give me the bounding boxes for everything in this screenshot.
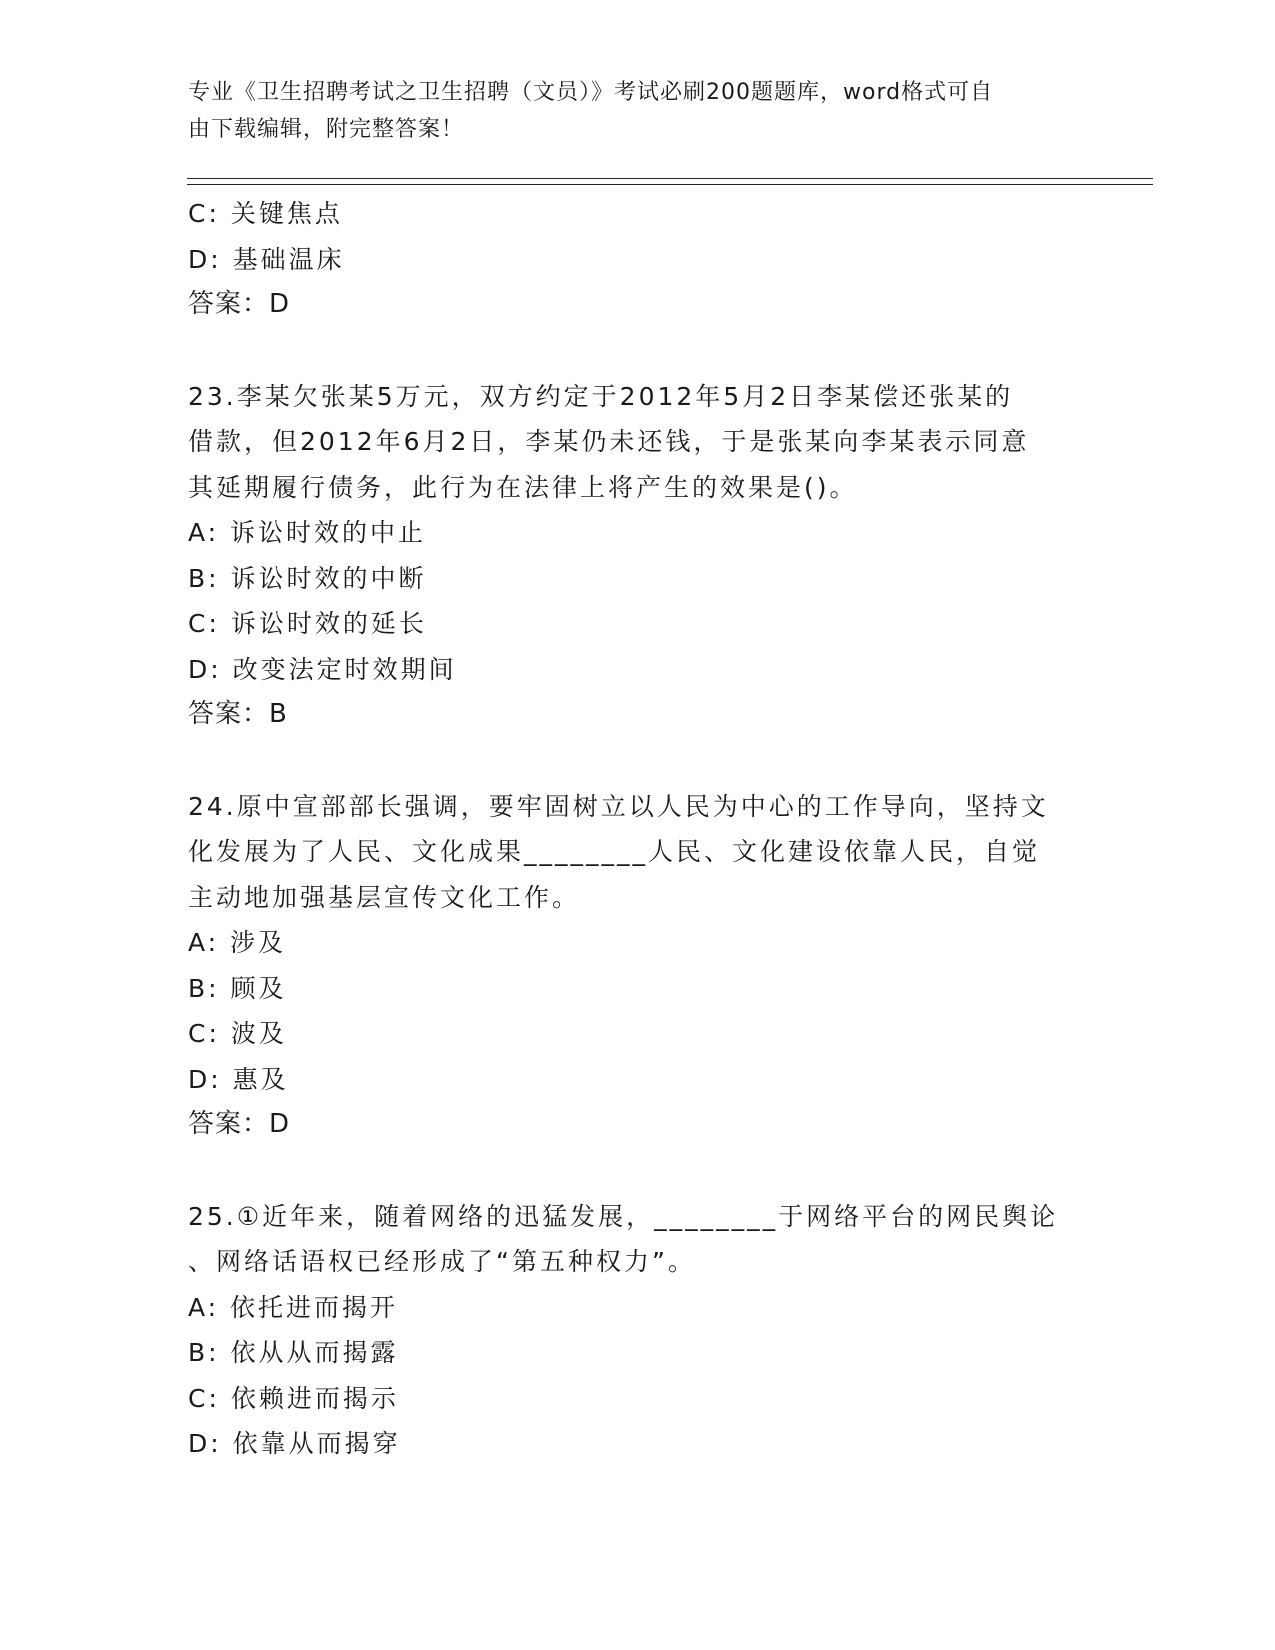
question-text-line: 、网络话语权已经形成了“第五种权力”。 xyxy=(188,1247,696,1276)
header-line-1: 专业《卫生招聘考试之卫生招聘（文员）》考试必刷200题题库，word格式可自 xyxy=(188,80,994,105)
option-d: D: 惠及 xyxy=(188,1064,289,1094)
spacer xyxy=(188,1148,1088,1194)
spacer xyxy=(188,328,1088,374)
answer-line: 答案：B xyxy=(188,699,288,729)
question-text-line: 24.原中宣部部长强调，要牢固树立以人民为中心的工作导向，坚持文 xyxy=(188,791,1049,821)
option-a: A: 涉及 xyxy=(188,928,287,957)
option-d: D: 依靠从而揭穿 xyxy=(188,1429,401,1458)
document-header xyxy=(188,74,1068,148)
option-c: C: 诉讼时效的延长 xyxy=(188,609,427,638)
question-text-line: 化发展为了人民、文化成果________人民、文化建设依靠人民，自觉 xyxy=(188,837,1041,866)
header-rule-top xyxy=(187,178,1153,179)
question-24 xyxy=(188,784,1088,1148)
option-a: A: 诉讼时效的中止 xyxy=(188,518,427,547)
option-b: B: 依从从而揭露 xyxy=(188,1338,399,1367)
question-25 xyxy=(188,1194,1088,1467)
question-text-line: 其延期履行债务，此行为在法律上将产生的效果是()。 xyxy=(188,472,858,502)
option-b: B: 诉讼时效的中断 xyxy=(188,563,427,593)
question-22-continued xyxy=(188,191,1088,328)
question-text-line: 25.①近年来，随着网络的迅猛发展，________于网络平台的网民舆论 xyxy=(188,1201,1059,1231)
option-d: D: 基础温床 xyxy=(188,244,345,274)
option-c: C: 依赖进而揭示 xyxy=(188,1383,399,1413)
question-content xyxy=(188,191,1088,1467)
question-text-line: 借款，但2012年6月2日，李某仍未还钱，于是张某向李某表示同意 xyxy=(188,427,1030,456)
question-23 xyxy=(188,374,1088,738)
option-a: A: 依托进而揭开 xyxy=(188,1292,399,1322)
question-text-line: 23.李某欠张某5万元，双方约定于2012年5月2日李某偿还张某的 xyxy=(188,381,1014,411)
header-rule-bottom xyxy=(187,184,1153,185)
option-c: C: 关键焦点 xyxy=(188,199,343,228)
option-d: D: 改变法定时效期间 xyxy=(188,654,457,684)
answer-line: 答案：D xyxy=(188,1109,291,1139)
question-text-line: 主动地加强基层宣传文化工作。 xyxy=(188,882,581,912)
answer-line: 答案：D xyxy=(188,289,291,319)
spacer xyxy=(188,738,1088,784)
option-b: B: 顾及 xyxy=(188,973,287,1003)
option-c: C: 波及 xyxy=(188,1019,287,1048)
header-line-2: 由下载编辑，附完整答案！ xyxy=(188,117,465,142)
